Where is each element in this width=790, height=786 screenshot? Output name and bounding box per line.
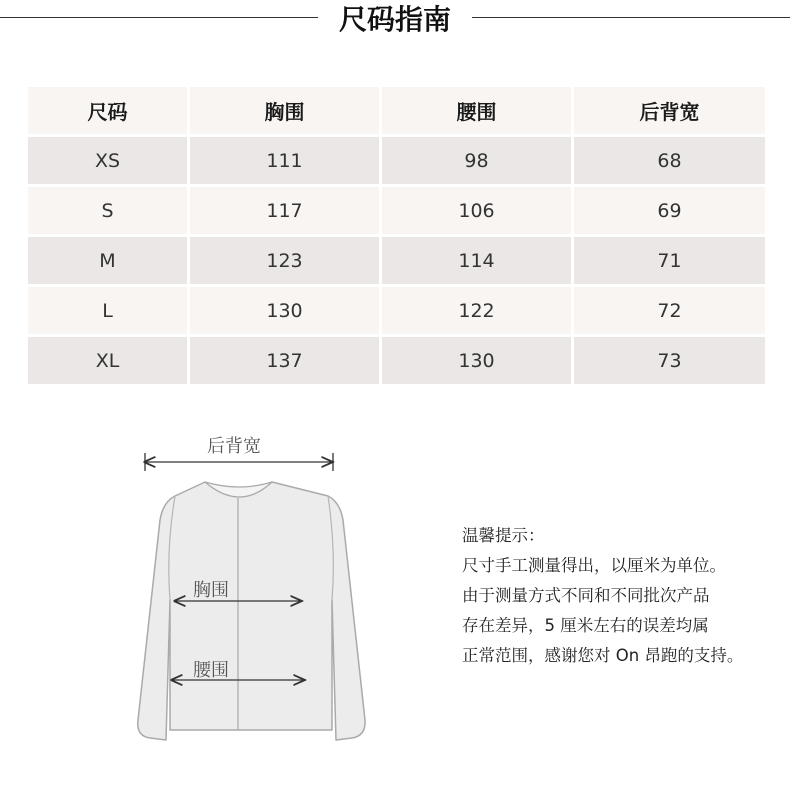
notes-heading: 温馨提示： — [462, 526, 545, 545]
waist-cell: 114 — [382, 237, 574, 287]
chest-cell: 111 — [190, 137, 382, 187]
chest-label: 胸围 — [193, 580, 229, 601]
care-notes — [462, 521, 782, 671]
chest-cell: 117 — [190, 187, 382, 237]
waist-cell: 130 — [382, 337, 574, 387]
table-row — [28, 337, 765, 387]
back-width-cell: 73 — [574, 337, 765, 387]
chest-cell: 123 — [190, 237, 382, 287]
garment-diagram — [100, 420, 400, 760]
note-line: 由于测量方式不同和不同批次产品 — [462, 586, 710, 605]
waist-label: 腰围 — [193, 660, 229, 681]
back-width-cell: 69 — [574, 187, 765, 237]
back-width-cell: 71 — [574, 237, 765, 287]
size-cell: L — [28, 287, 190, 337]
size-cell: XL — [28, 337, 190, 387]
table-row — [28, 187, 765, 237]
note-line: 尺寸手工测量得出，以厘米为单位。 — [462, 556, 726, 575]
title-rule-right — [472, 17, 790, 18]
size-cell: S — [28, 187, 190, 237]
table-header-row — [28, 87, 765, 137]
table-row — [28, 137, 765, 187]
page-title: 尺码指南 — [338, 3, 451, 36]
title-rule-left — [0, 17, 318, 18]
header-cell-size: 尺码 — [28, 87, 190, 137]
table-row — [28, 237, 765, 287]
waist-cell: 122 — [382, 287, 574, 337]
note-line: 存在差异，5 厘米左右的误差均属 — [462, 616, 709, 635]
note-line: 正常范围，感谢您对 On 昂跑的支持。 — [462, 646, 744, 665]
header-cell-chest: 胸围 — [190, 87, 382, 137]
table-row — [28, 287, 765, 337]
back-width-cell: 72 — [574, 287, 765, 337]
back-width-cell: 68 — [574, 137, 765, 187]
chest-cell: 130 — [190, 287, 382, 337]
size-table — [28, 87, 765, 387]
waist-cell: 98 — [382, 137, 574, 187]
header-cell-waist: 腰围 — [382, 87, 574, 137]
back-width-label: 后背宽 — [207, 436, 261, 457]
size-cell: M — [28, 237, 190, 287]
garment-illustration — [100, 420, 400, 760]
size-cell: XS — [28, 137, 190, 187]
chest-cell: 137 — [190, 337, 382, 387]
header-cell-back-width: 后背宽 — [574, 87, 765, 137]
waist-cell: 106 — [382, 187, 574, 237]
